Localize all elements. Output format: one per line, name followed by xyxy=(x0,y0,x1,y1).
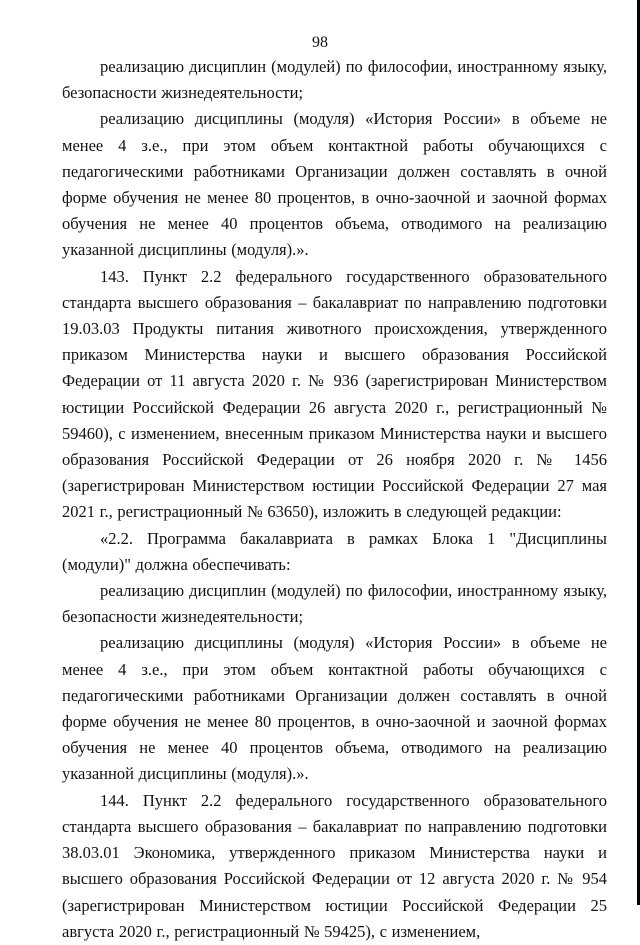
page-number: 98 xyxy=(312,34,328,51)
paragraph-5: реализацию дисциплин (модулей) по философии, иностранному языку, безопасности жизнедеятельности; xyxy=(62,581,607,627)
paragraph-1: реализацию дисциплин (модулей) по философии, иностранному языку, безопасности жизнедеятельности; xyxy=(62,57,607,103)
paragraph-7: 144. Пункт 2.2 федерального государственного образовательного стандарта высшего образования – бакалавриат по направлению подготовки 38.03.01 Экономика, утвержденного приказом Министерства науки и высшего образования Российской Федерации от 12 августа 2020 г. № 954 (зарегистрирован Министерством юстиции Российской Федерации 25 августа 2020 г., регистрационный № 59425), с изменением, xyxy=(62,790,607,941)
document-body xyxy=(62,54,607,945)
paragraph-2: реализацию дисциплины (модуля) «История России» в объеме не менее 4 з.е., при этом объем контактной работы обучающихся с педагогическими работниками Организации должен составлять в очной форме обучения не менее 80 процентов, в очно-заочной и заочной формах обучения не менее 40 процентов объема, отводимого на реализацию указанной дисциплины (модуля).». xyxy=(62,109,607,260)
paragraph-4: «2.2. Программа бакалавриата в рамках Блока 1 "Дисциплины (модули)" должна обеспечивать: xyxy=(62,528,607,574)
paragraph-3: 143. Пункт 2.2 федерального государственного образовательного стандарта высшего образования – бакалавриат по направлению подготовки 19.03.03 Продукты питания животного происхождения, утвержденного приказом Министерства науки и высшего образования Российской Федерации от 11 августа 2020 г. № 936 (зарегистрирован Министерством юстиции Российской Федерации 26 августа 2020 г., регистрационный № 59460), с изменением, внесенным приказом Министерства науки и высшего образования Российской Федерации от 26 ноября 2020 г. № 1456 (зарегистрирован Министерством юстиции Российской Федерации 27 мая 2021 г., регистрационный № 63650), изложить в следующей редакции: xyxy=(62,266,607,522)
paragraph-6: реализацию дисциплины (модуля) «История России» в объеме не менее 4 з.е., при этом объем контактной работы обучающихся с педагогическими работниками Организации должен составлять в очной форме обучения не менее 80 процентов, в очно-заочной и заочной формах обучения не менее 40 процентов объема, отводимого на реализацию указанной дисциплины (модуля).». xyxy=(62,633,607,784)
